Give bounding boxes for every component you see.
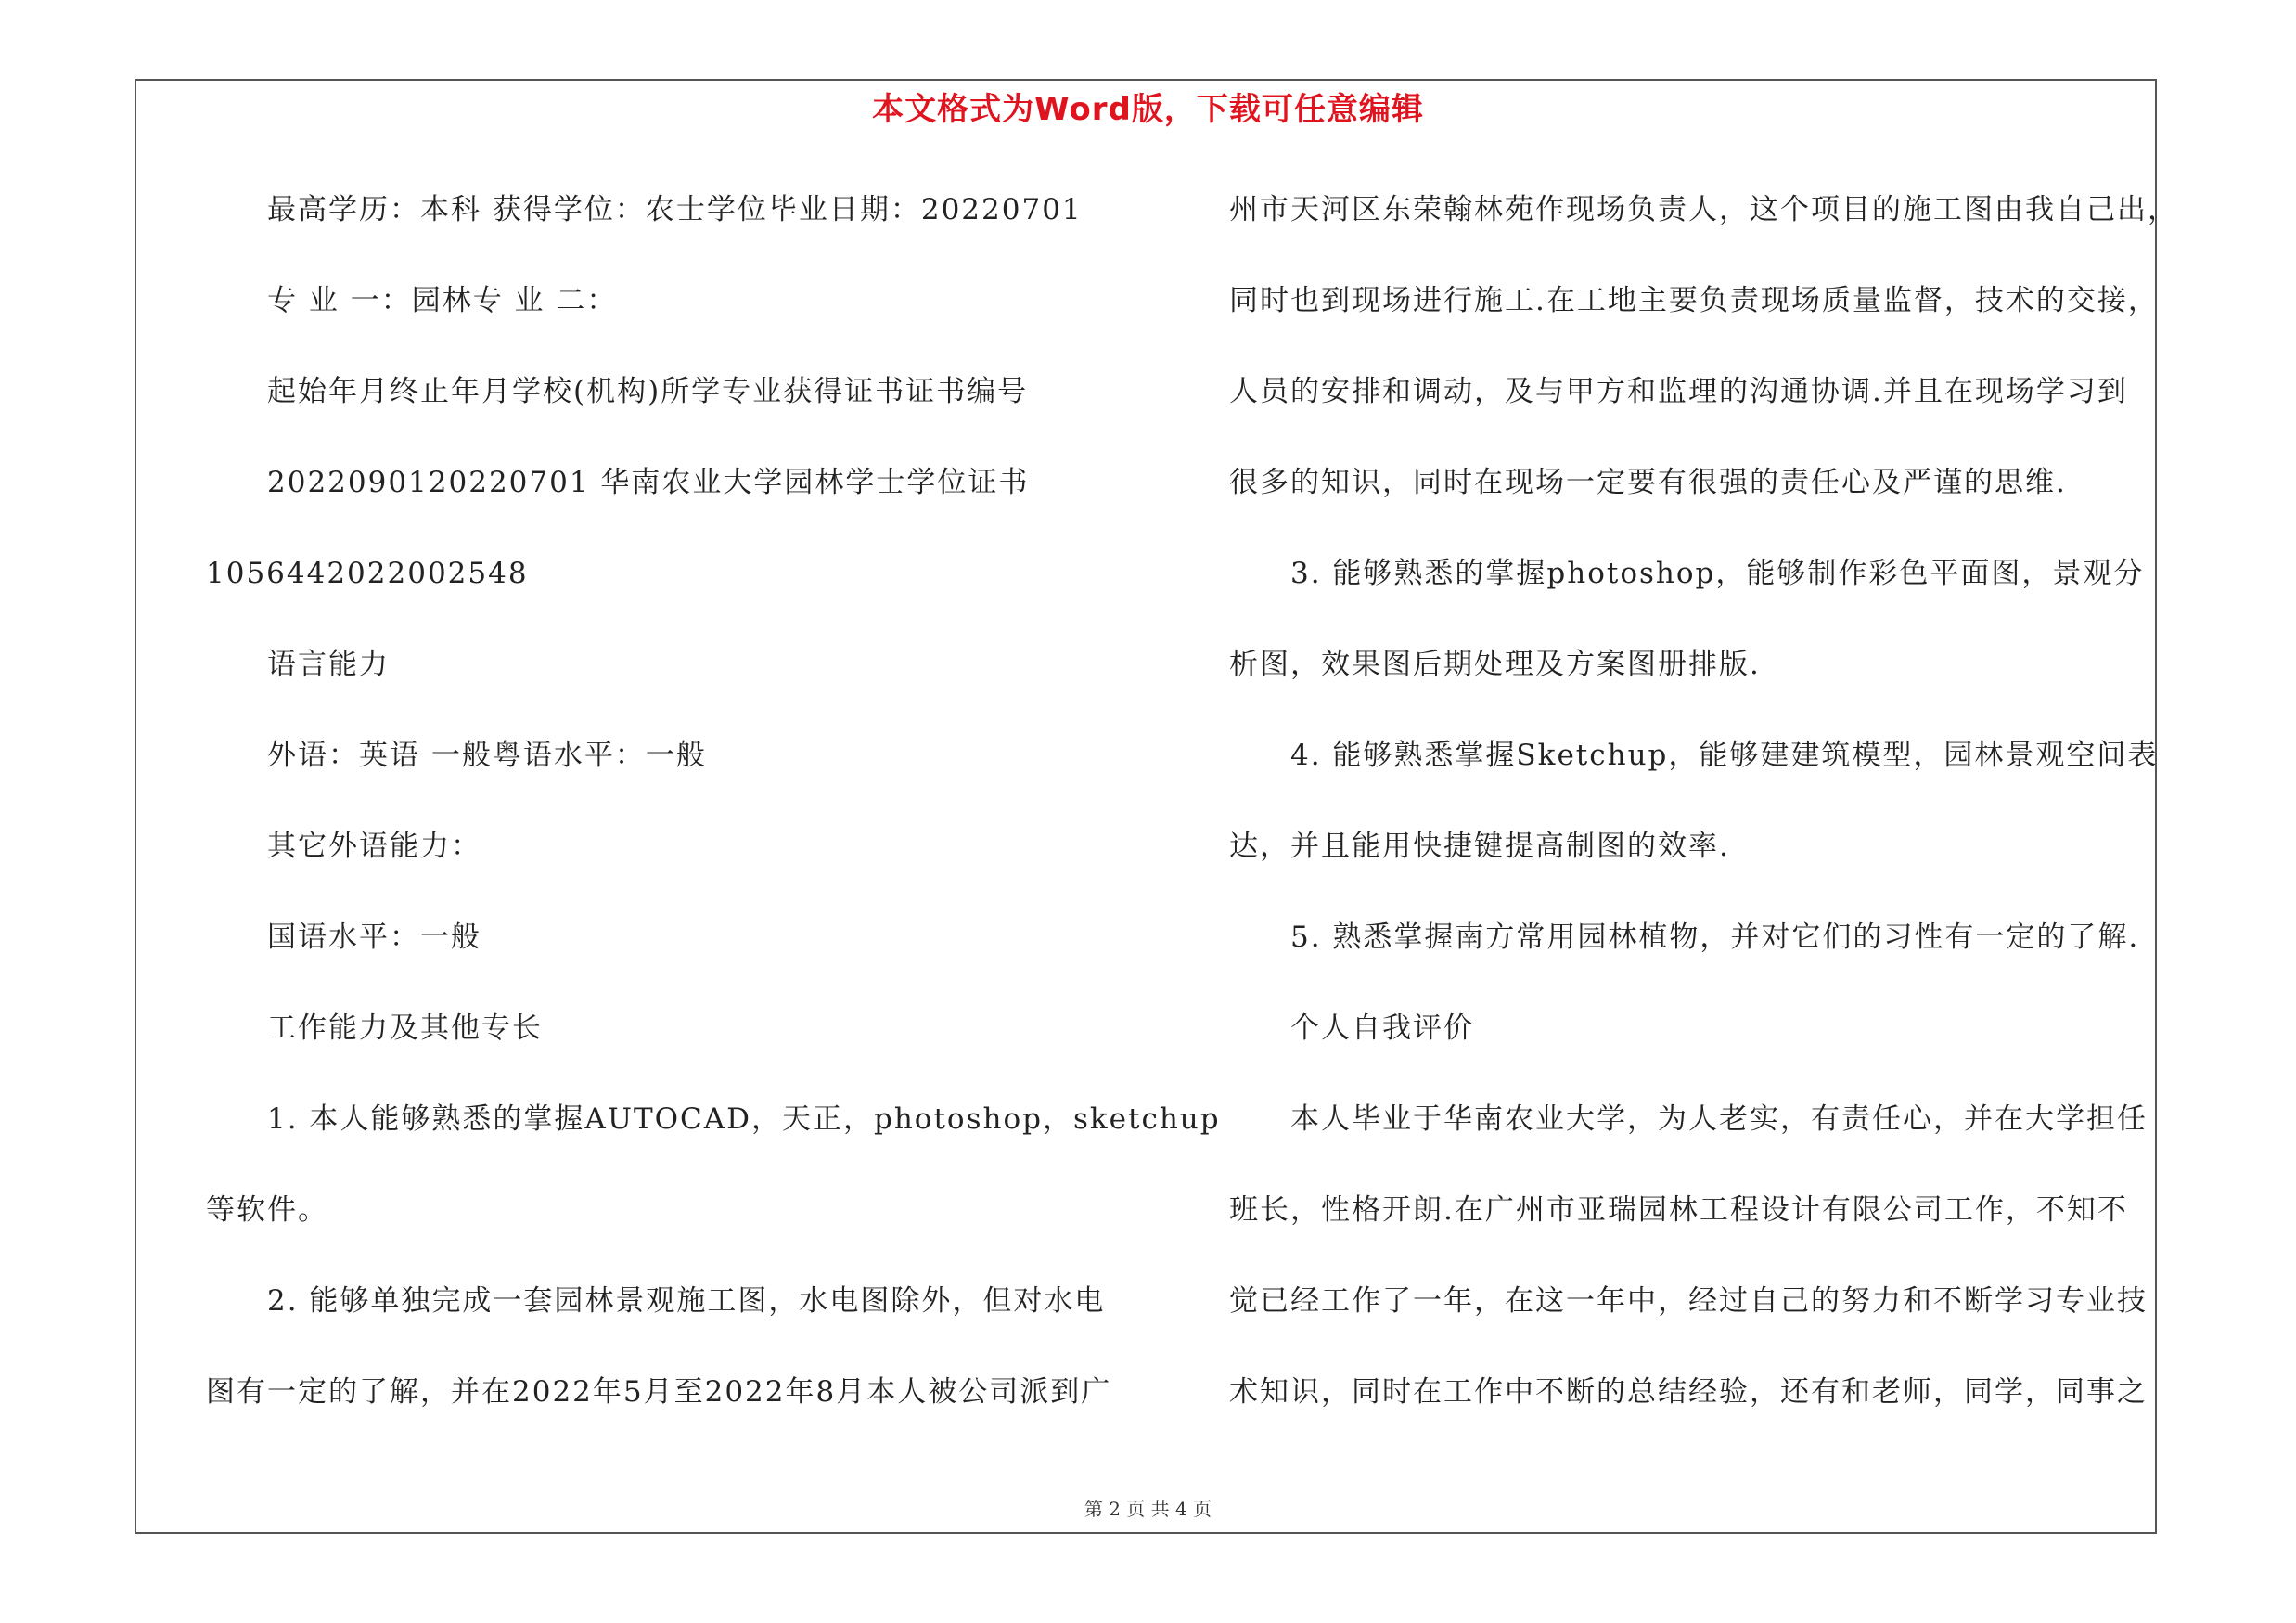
text-line: 很多的知识，同时在现场一定要有很强的责任心及严谨的思维. [1229, 466, 2067, 499]
text-line: 5. 熟悉掌握南方常用园林植物，并对它们的习性有一定的了解. [1290, 921, 2140, 954]
text-line: 同时也到现场进行施工.在工地主要负责现场质量监督，技术的交接， [1229, 284, 2159, 317]
text-line: 2022090120220701 华南农业大学园林学士学位证书 [267, 466, 1030, 499]
format-banner: 本文格式为Word版，下载可任意编辑 [872, 91, 1424, 128]
text-line: 4. 能够熟悉掌握Sketchup，能够建建筑模型，园林景观空间表 [1290, 739, 2159, 772]
text-line: 语言能力 [267, 648, 390, 681]
text-line: 人员的安排和调动，及与甲方和监理的沟通协调.并且在现场学习到 [1229, 375, 2128, 408]
text-line: 图有一定的了解，并在2022年5月至2022年8月本人被公司派到广 [206, 1375, 1112, 1409]
text-line: 专 业 一：园林专 业 二： [267, 284, 618, 317]
text-line: 3. 能够熟悉的掌握photoshop，能够制作彩色平面图，景观分 [1290, 557, 2145, 590]
text-line: 个人自我评价 [1290, 1011, 1474, 1045]
text-line: 1056442022002548 [206, 557, 529, 590]
text-line: 州市天河区东荣翰林苑作现场负责人，这个项目的施工图由我自己出， [1229, 193, 2178, 226]
right-text-column [1229, 182, 2185, 1455]
text-line: 达，并且能用快捷键提高制图的效率. [1229, 830, 1730, 863]
text-line: 本人毕业于华南农业大学，为人老实，有责任心，并在大学担任 [1290, 1102, 2148, 1136]
text-line: 等软件。 [206, 1193, 328, 1227]
text-line: 外语：英语 一般粤语水平：一般 [267, 739, 707, 772]
text-line: 其它外语能力： [267, 830, 481, 863]
text-line: 觉已经工作了一年，在这一年中，经过自己的努力和不断学习专业技 [1229, 1284, 2148, 1318]
left-text-column [206, 182, 1221, 1455]
text-line: 最高学历：本科 获得学位：农士学位毕业日期：20220701 [267, 193, 1083, 226]
text-line: 国语水平：一般 [267, 921, 481, 954]
text-line: 工作能力及其他专长 [267, 1011, 543, 1045]
page-number: 第 2 页 共 4 页 [1084, 1498, 1212, 1520]
text-line: 起始年月终止年月学校(机构)所学专业获得证书证书编号 [267, 375, 1029, 408]
text-line: 班长，性格开朗.在广州市亚瑞园林工程设计有限公司工作，不知不 [1229, 1193, 2128, 1227]
text-line: 1. 本人能够熟悉的掌握AUTOCAD，天正，photoshop，sketchup [267, 1102, 1221, 1136]
text-line: 析图，效果图后期处理及方案图册排版. [1229, 648, 1761, 681]
text-line: 术知识，同时在工作中不断的总结经验，还有和老师，同学，同事之 [1229, 1375, 2148, 1409]
text-line: 2. 能够单独完成一套园林景观施工图，水电图除外，但对水电 [267, 1284, 1106, 1318]
